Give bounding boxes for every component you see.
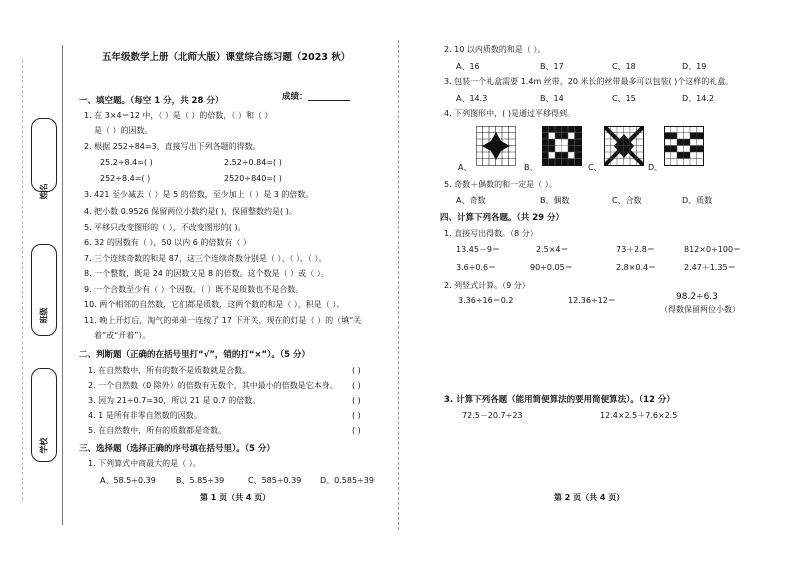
vert-calc-3: 98.2÷6.3 (676, 292, 718, 302)
calc-r1-1: 13.45－9＝ (456, 245, 500, 254)
simplify-heading: 3. 计算下列各题（能用简便算法的要用简便算法）。（12 分） (444, 395, 675, 405)
q4-text: 4. 把小数 0.9526 保留两位小数约是( )，保留整数约是( )。 (84, 207, 297, 216)
p2-q2-text: 2. 10 以内质数的和是（ ）。 (444, 45, 546, 54)
p2-q4-option-a: A、 (458, 163, 472, 172)
calc-r2-3: 2.8×0.4＝ (616, 263, 657, 272)
tf-answer-1[interactable]: ( ) (352, 366, 361, 375)
q2-r2a: 252÷8.4=( ) (100, 174, 151, 183)
p2-q2-option-a: A、16 (456, 62, 480, 71)
p2-q5-option-b: B、偶数 (540, 196, 570, 205)
q11-line2: 着”或“开着”）。 (94, 331, 151, 340)
mc-q1-option-d: D、0.585÷39 (320, 476, 374, 485)
direct-calc-heading: 1. 直接写出得数。（8 分） (444, 229, 538, 238)
section1-heading: 一、填空题。（每空 1 分，共 28 分） (79, 96, 224, 106)
q2-r2b: 2520÷840=( ) (224, 174, 282, 183)
section3-heading: 三、选择题（选择正确的序号填在括号里）。（5 分） (79, 444, 275, 454)
tf-item-2: 2. 一个自然数（0 除外）的倍数有无数个，其中最小的倍数是它本身。 (88, 381, 338, 390)
sidebar-name-label: 姓名 (39, 183, 49, 200)
p2-q4-option-c: C、 (588, 163, 602, 172)
vert-calc-1: 3.36÷16＝0.2 (458, 296, 514, 305)
page-divider (398, 40, 399, 530)
q2-text: 2. 根据 252÷84=3，直接写出下列各题的得数。 (84, 142, 261, 151)
page2-footer: 第 2 页（共 4 页） (554, 493, 625, 502)
figure-a (476, 126, 516, 166)
p2-q5-text: 5. 奇数＋偶数的和一定是（ ）。 (444, 180, 557, 189)
calc-r2-4: 2.47＋1.35＝ (684, 263, 736, 272)
p2-q4-text: 4. 下列图形中，( )是通过平移得到。 (444, 109, 575, 118)
q11-line1: 11. 晚上开灯后，淘气的弟弟一连按了 17 下开关，现在的灯是（ ）的（填“关 (84, 316, 362, 325)
q2-r1a: 25.2÷8.4=( ) (100, 158, 153, 167)
sidebar-school-label: 学校 (39, 437, 49, 454)
tf-item-4: 4. 1 是所有非零自然数的因数。 (88, 411, 202, 420)
simplify-2: 12.4×2.5＋7.6×2.5 (600, 411, 678, 420)
cut-line (22, 60, 23, 500)
tf-answer-5[interactable]: ( ) (352, 426, 361, 435)
p2-q5-option-d: D、质数 (682, 196, 713, 205)
p2-q5-option-c: C、合数 (612, 196, 642, 205)
mc-q1-text: 1. 下列算式中商最大的是（ ）。 (88, 459, 201, 468)
calc-r1-2: 2.5×4＝ (536, 245, 569, 254)
figure-b (542, 126, 582, 166)
mc-q1-option-b: B、5.85÷39 (176, 476, 225, 485)
mc-q1-option-c: C、585÷0.39 (248, 476, 302, 485)
q5-text: 5. 平移只改变图形的（ ），不改变图形的( )。 (84, 223, 246, 232)
score-label: 成绩： (282, 92, 308, 102)
vert-calc-note: （得数保留两位小数） (660, 305, 740, 314)
q3-text: 3. 421 至少减去（ ）是 5 的倍数，至少加上（ ）是 3 的倍数。 (84, 190, 314, 199)
calc-r2-2: 90÷0.05＝ (530, 263, 573, 272)
p2-q3-option-d: D、14.2 (682, 94, 714, 103)
calc-r1-4: 812×0÷100＝ (684, 245, 742, 254)
q1-line2: 是（ ）的因数。 (94, 126, 153, 135)
p2-q3-option-a: A、14.3 (456, 94, 488, 103)
p2-q4-option-b: B、 (524, 163, 538, 172)
tf-answer-2[interactable]: ( ) (352, 381, 361, 390)
p2-q4-option-d: D、 (648, 163, 663, 172)
p2-q2-option-b: B、17 (540, 62, 564, 71)
p2-q5-option-a: A、奇数 (456, 196, 486, 205)
tf-answer-3[interactable]: ( ) (352, 396, 361, 405)
q10-text: 10. 两个相邻的自然数，它们都是质数，这两个数的和是（ ），积是（ ）。 (84, 300, 345, 309)
tf-answer-4[interactable]: ( ) (352, 411, 361, 420)
tf-item-3: 3. 因为 21÷0.7=30，所以 21 是 0.7 的倍数。 (88, 396, 261, 405)
q8-text: 8. 一个整数，既是 24 的因数又是 8 的倍数。这个数是（ ）或（ ）。 (84, 269, 329, 278)
q1-line1: 1. 在 3×4＝12 中，（ ）是（ ）的倍数，（ ）和（ ） (84, 111, 273, 120)
section4-heading: 四、计算下列各题。（共 29 分） (440, 213, 564, 223)
tf-item-1: 1. 在自然数中，所有的数不是质数就是合数。 (88, 366, 251, 375)
calc-r2-1: 3.6÷0.6＝ (456, 263, 497, 272)
score-blank[interactable] (308, 100, 350, 101)
p2-q3-option-b: B、14 (540, 94, 564, 103)
p2-q3-text: 3. 包装一个礼盒需要 1.4m 丝带，20 米长的丝带最多可以包装( )个这样的礼盒。 (444, 77, 734, 86)
vertical-calc-heading: 2. 列竖式计算。（9 分） (444, 281, 530, 290)
calc-r1-3: 73＋2.8＝ (616, 245, 655, 254)
q7-text: 7. 三个连续奇数的和是 87，这三个连续奇数分别是（ ）、（ ）、（ ）。 (84, 254, 327, 263)
binding-line (62, 45, 63, 525)
sidebar-class-label: 班级 (39, 307, 49, 324)
tf-item-5: 5. 在自然数中，所有的质数都是奇数。 (88, 426, 227, 435)
simplify-1: 72.5－20.7÷23 (462, 411, 523, 420)
q6-text: 6. 32 的因数有（ ），50 以内 6 的倍数有（ ） (84, 238, 251, 247)
q9-text: 9. 一个合数至少有（ ）个因数，（ ）既不是质数也不是合数。 (84, 285, 304, 294)
page-title: 五年级数学上册（北师大版）课堂综合练习题（2023 秋） (102, 52, 351, 63)
figure-d (664, 126, 704, 166)
section2-heading: 二、判断题（正确的在括号里打“√”，错的打“×”）。（5 分） (79, 350, 311, 360)
figure-c (604, 126, 644, 166)
page1-footer: 第 1 页（共 4 页） (200, 493, 271, 502)
p2-q2-option-c: C、18 (612, 62, 636, 71)
q2-r1b: 2.52÷0.84=( ) (224, 158, 282, 167)
p2-q2-option-d: D、19 (682, 62, 707, 71)
name-box (31, 118, 57, 192)
mc-q1-option-a: A、58.5÷0.39 (100, 476, 156, 485)
p2-q3-option-c: C、15 (612, 94, 636, 103)
vert-calc-2: 12.36÷12＝ (568, 296, 616, 305)
